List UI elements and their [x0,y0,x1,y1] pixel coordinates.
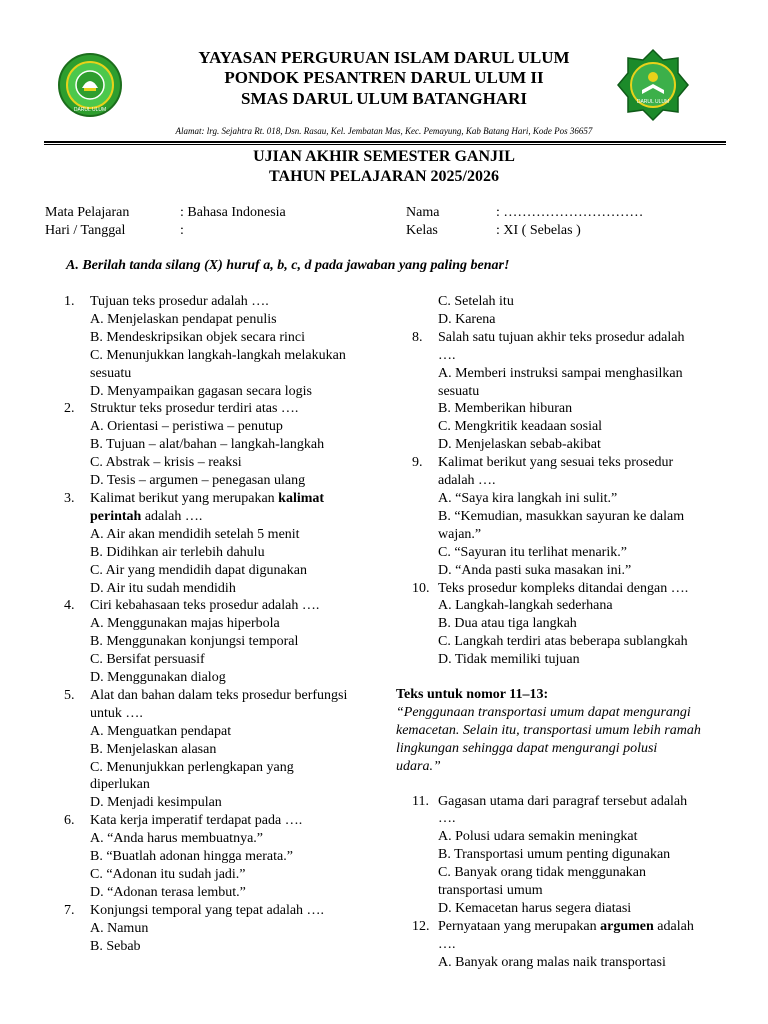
option-a: A. Banyak orang malas naik transportasi [438,954,666,970]
question-text: Kalimat berikut yang sesuai teks prosedur [438,455,674,471]
question-text-cont: adalah …. [438,473,496,489]
option-a: A. “Saya kira langkah ini sulit.” [438,490,618,506]
class-label: Kelas [406,223,438,238]
question-number: 7. [64,902,75,918]
option-d: D. Tidak memiliki tujuan [438,652,580,668]
exam-year: TAHUN PELAJARAN 2025/2026 [269,168,499,185]
name-label: Nama [406,205,440,220]
question-number: 3. [64,490,75,506]
question-5 [64,687,374,812]
option-d: D. Menyampaikan gagasan secara logis [90,383,312,399]
question-7-continued [412,293,730,329]
option-c-cont: sesuatu [90,365,132,381]
option-c: C. “Adonan itu sudah jadi.” [90,867,246,882]
option-b-cont: wajan.” [438,526,482,542]
question-text-cont: …. [438,347,456,363]
question-9 [412,454,730,579]
header-divider-thin [44,144,726,145]
option-b: B. Menjelaskan alasan [90,741,217,757]
option-c: C. Mengkritik keadaan sosial [438,419,603,435]
class-value: : XI ( Sebelas ) [496,223,581,238]
option-b: B. Memberikan hiburan [438,401,573,417]
option-d: D. Menggunakan dialog [90,670,226,686]
question-text: Tujuan teks prosedur adalah …. [90,294,269,309]
option-d: D. Air itu sudah mendidih [90,580,236,596]
option-a: A. “Anda harus membuatnya.” [90,831,263,847]
option-c-cont: diperlukan [90,777,150,793]
option-c: C. Menunjukkan langkah-langkah melakukan [90,347,346,363]
section-instruction: A. Berilah tanda silang (X) huruf a, b, c, d pada jawaban yang paling benar! [66,258,510,273]
question-number: 6. [64,813,75,829]
question-text: Alat dan bahan dalam teks prosedur berfungsi [90,687,348,703]
option-a-cont: sesuatu [438,383,480,399]
option-b: B. “Buatlah adonan hingga merata.” [90,849,293,865]
option-c: C. Langkah terdiri atas beberapa sublangkah [438,634,688,650]
school-address: Alamat: lrg. Sejahtra Rt. 018, Dsn. Rasau, Kel. Jembatan Mas, Kec. Pemayung, Kab Batang Hari, Kode Pos 36657 [175,126,593,136]
option-b: B. Mendeskripsikan objek secara rinci [90,329,305,345]
question-3 [64,490,374,597]
exam-title: UJIAN AKHIR SEMESTER GANJIL [253,148,515,165]
question-number: 10. [412,580,430,596]
option-d: D. Menjelaskan sebab-akibat [438,437,601,453]
question-text: Konjungsi temporal yang tepat adalah …. [90,902,325,918]
option-c-cont: transportasi umum [438,883,543,899]
question-text-cont: perintah adalah …. [90,508,203,524]
question-12 [412,918,730,972]
question-2 [64,400,374,490]
option-c: C. Banyak orang tidak menggunakan [438,865,647,881]
option-d: D. “Anda pasti suka masakan ini.” [438,562,632,578]
question-8 [412,329,730,454]
option-c: C. Setelah itu [438,294,514,309]
question-number: 9. [412,455,423,471]
option-b: B. Tujuan – alat/bahan – langkah-langkah [90,437,325,453]
option-a: A. Menjelaskan pendapat penulis [90,311,277,327]
option-b: B. “Kemudian, masukkan sayuran ke dalam [438,508,685,524]
foundation-name: YAYASAN PERGURUAN ISLAM DARUL ULUM [198,48,570,67]
option-a: A. Langkah-langkah sederhana [438,598,613,614]
option-a: A. Polusi udara semakin meningkat [438,829,638,845]
passage-text: “Penggunaan transportasi umum dapat mengurangi kemacetan. Selain itu, transportasi umum lebih ramah lingkungan sehingga dapat mengurangi polusi udara.” [396,704,701,774]
question-text: Struktur teks prosedur terdiri atas …. [90,401,299,417]
subject-value: : Bahasa Indonesia [180,205,286,220]
question-11 [412,793,730,918]
option-a: A. Orientasi – peristiwa – penutup [90,419,283,435]
question-text: Teks prosedur kompleks ditandai dengan …. [438,580,689,596]
option-d: D. Karena [438,311,496,327]
name-value: : ………………………… [496,205,644,220]
subject-label: Mata Pelajaran [45,205,130,220]
option-c: C. Air yang mendidih dapat digunakan [90,562,307,578]
question-number: 11. [412,793,429,809]
question-text: Kata kerja imperatif terdapat pada …. [90,813,303,829]
pesantren-name: PONDOK PESANTREN DARUL ULUM II [224,68,544,87]
question-text-cont: untuk …. [90,705,143,721]
question-number: 1. [64,294,75,309]
question-text: Ciri kebahasaan teks prosedur adalah …. [90,598,320,614]
question-text: Pernyataan yang merupakan argumen adalah [438,918,694,934]
question-10 [412,580,730,670]
svg-text:DARUL ULUM: DARUL ULUM [73,107,107,113]
question-text: Kalimat berikut yang merupakan kalimat [90,490,325,506]
svg-text:DARUL ULUM: DARUL ULUM [636,99,670,105]
question-text-cont: …. [438,811,456,827]
option-c: C. “Sayuran itu terlihat menarik.” [438,544,627,560]
questions-right-column [396,293,730,972]
option-c: C. Abstrak – krisis – reaksi [90,455,242,471]
option-b: B. Sebab [90,938,141,954]
question-number: 2. [64,401,75,417]
option-a: A. Air akan mendidih setelah 5 menit [90,526,300,542]
question-text-cont: …. [438,936,456,952]
question-1 [64,293,374,400]
option-d: D. Kemacetan harus segera diatasi [438,901,632,916]
question-text: Salah satu tujuan akhir teks prosedur adalah [438,329,685,345]
date-value: : [180,223,184,238]
option-b: B. Dua atau tiga langkah [438,616,577,632]
school-name: SMAS DARUL ULUM BATANGHARI [240,89,528,108]
option-d: D. Tesis – argumen – penegasan ulang [90,473,306,489]
question-6 [64,812,374,902]
option-b: B. Didihkan air terlebih dahulu [90,544,265,560]
question-number: 5. [64,687,75,703]
option-d: D. “Adonan terasa lembut.” [90,884,246,900]
date-label: Hari / Tanggal [45,223,126,238]
option-c: C. Menunjukkan perlengkapan yang [90,759,294,775]
header-divider [44,141,726,143]
questions-left-column [64,293,374,956]
question-number: 4. [64,598,75,614]
option-d: D. Menjadi kesimpulan [90,795,222,811]
question-text: Gagasan utama dari paragraf tersebut adalah [438,793,688,809]
option-a: A. Menguatkan pendapat [90,723,232,739]
question-4 [64,597,374,687]
question-number: 8. [412,329,423,345]
option-b: B. Menggunakan konjungsi temporal [90,634,299,650]
option-b: B. Transportasi umum penting digunakan [438,847,671,863]
option-c: C. Bersifat persuasif [90,652,205,668]
question-7 [64,902,374,956]
passage-heading: Teks untuk nomor 11–13: [396,687,549,703]
option-a: A. Menggunakan majas hiperbola [90,616,280,632]
option-a: A. Memberi instruksi sampai menghasilkan [438,365,683,381]
option-a: A. Namun [90,920,149,936]
question-number: 12. [412,918,430,934]
school-logo-left [58,52,122,118]
